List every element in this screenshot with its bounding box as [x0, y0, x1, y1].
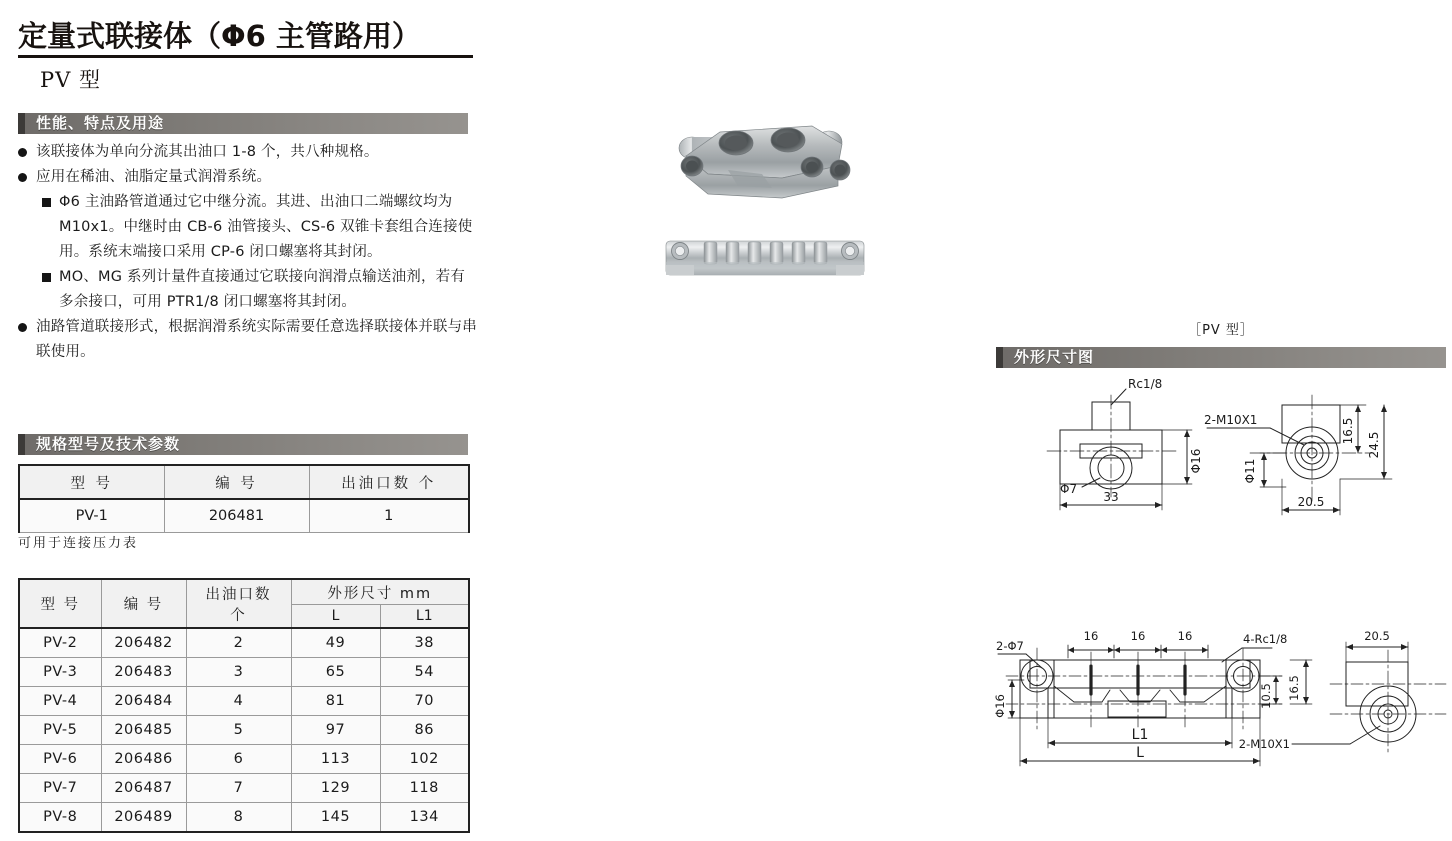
dim-label-245: 24.5	[1367, 431, 1381, 459]
dim-label-165: 16.5	[1341, 417, 1355, 445]
table2-cell-L1: 54	[380, 658, 469, 687]
table2-cell-ports: 8	[186, 803, 291, 833]
list-item-text: 该联接体为单向分流其出油口 1-8 个，共八种规格。	[36, 144, 379, 160]
table2-cell-code: 206489	[101, 803, 186, 833]
table2-cell-ports: 4	[186, 687, 291, 716]
section-header-dimension	[996, 347, 1446, 368]
dim-label-rc18: Rc1/8	[1128, 377, 1163, 391]
table2-cell-code: 206487	[101, 774, 186, 803]
table2-cell-ports: 7	[186, 774, 291, 803]
table2-cell-L: 65	[291, 658, 380, 687]
product-photo-isometric	[662, 112, 862, 217]
table2-header-dimension-group: 外形尺寸 mm	[291, 579, 469, 605]
dim-label-4rc18: 4-Rc1/8	[1243, 632, 1288, 646]
dim-label-dia7: Φ7	[1060, 482, 1078, 496]
dim-label-2m10x1-bottom: 2-M10X1	[1238, 737, 1290, 751]
table2-cell-code: 206485	[101, 716, 186, 745]
table2-header-code: 编 号	[101, 579, 186, 628]
spec-table-pv1	[18, 464, 470, 533]
list-item	[18, 165, 478, 190]
table1-header-code: 编 号	[164, 465, 309, 499]
table2-cell-model: PV-6	[19, 745, 101, 774]
table2-cell-L: 145	[291, 803, 380, 833]
section-header-spec	[18, 434, 468, 455]
table2-cell-model: PV-3	[19, 658, 101, 687]
right-column	[492, 0, 1390, 841]
table2-cell-L1: 102	[380, 745, 469, 774]
table2-header-L1: L1	[380, 605, 469, 629]
bullet-circle-icon	[18, 173, 27, 182]
table-header-row-top	[19, 579, 469, 605]
dimension-drawing-pv-multi	[990, 618, 1452, 818]
table2-cell-ports: 5	[186, 716, 291, 745]
table2-cell-L1: 38	[380, 628, 469, 658]
table2-cell-code: 206483	[101, 658, 186, 687]
table2-cell-ports: 2	[186, 628, 291, 658]
table2-cell-L1: 134	[380, 803, 469, 833]
section-header-dimension-label: 外形尺寸图	[1014, 348, 1095, 366]
table1-header-model: 型 号	[19, 465, 164, 499]
table1-header-ports: 出油口数 个	[309, 465, 469, 499]
dim-label-dia16-bottom: Φ16	[993, 694, 1007, 718]
table2-cell-L: 97	[291, 716, 380, 745]
dim-label-105: 10.5	[1259, 683, 1273, 709]
table-row	[19, 745, 469, 774]
page-title: 定量式联接体（Φ6 主管路用）	[18, 19, 421, 53]
table2-cell-L1: 70	[380, 687, 469, 716]
table-row	[19, 687, 469, 716]
dim-label-dia16: Φ16	[1189, 448, 1203, 474]
bullet-circle-icon	[18, 148, 27, 157]
list-item	[42, 265, 478, 315]
bullet-square-icon	[42, 273, 51, 282]
table2-cell-L: 81	[291, 687, 380, 716]
table2-cell-L: 129	[291, 774, 380, 803]
table2-header-ports-line1: 出油口数	[205, 586, 272, 603]
spec-table-pv2-pv8	[18, 578, 470, 833]
table-row	[19, 716, 469, 745]
table1-note: 可用于连接压力表	[18, 536, 139, 551]
product-photo-side	[660, 231, 870, 287]
dim-label-2m10x1: 2-M10X1	[1204, 413, 1258, 427]
table2-cell-L1: 118	[380, 774, 469, 803]
table2-cell-L: 113	[291, 745, 380, 774]
table2-cell-model: PV-7	[19, 774, 101, 803]
table2-header-L: L	[291, 605, 380, 629]
bullet-circle-icon	[18, 323, 27, 332]
bullet-square-icon	[42, 198, 51, 207]
list-item-text: MO、MG 系列计量件直接通过它联接向润滑点输送油剂，若有多余接口，可用 PTR1/8 闭口螺塞将其封闭。	[59, 269, 466, 310]
table-row	[19, 628, 469, 658]
table2-body	[19, 628, 469, 832]
list-item-text: Φ6 主油路管道通过它中继分流。其进、出油口二端螺纹均为 M10x1。中继时由 CB-6 油管接头、CS-6 双锥卡套组合连接使用。系统末端接口采用 CP-6 闭口螺塞将其封闭。	[59, 194, 473, 260]
table2-cell-model: PV-8	[19, 803, 101, 833]
table-row	[19, 774, 469, 803]
title-underline	[18, 55, 473, 58]
section-header-performance-label: 性能、特点及用途	[36, 114, 165, 132]
list-item	[42, 190, 478, 265]
table2-cell-L: 49	[291, 628, 380, 658]
table2-cell-ports: 6	[186, 745, 291, 774]
table2-cell-L1: 86	[380, 716, 469, 745]
dim-label-dia11: Φ11	[1243, 458, 1257, 484]
dim-label-33: 33	[1103, 490, 1119, 504]
photo-caption: ［PV 型］	[1188, 323, 1254, 338]
page-subtitle: PV 型	[40, 68, 101, 92]
table-header-row	[19, 465, 469, 499]
table-row	[19, 803, 469, 833]
left-column	[0, 0, 492, 841]
dim-label-165-bottom: 16.5	[1287, 675, 1301, 701]
dim-label-L1: L1	[1131, 727, 1149, 743]
list-item	[18, 140, 478, 165]
table2-cell-code: 206482	[101, 628, 186, 658]
list-item-text: 应用在稀油、油脂定量式润滑系统。	[36, 169, 272, 185]
list-item-text: 油路管道联接形式，根据润滑系统实际需要任意选择联接体并联与串联使用。	[36, 319, 477, 360]
table2-cell-ports: 3	[186, 658, 291, 687]
table1-cell-model: PV-1	[19, 499, 164, 533]
table2-cell-model: PV-2	[19, 628, 101, 658]
dim-label-pitch-1: 16	[1083, 629, 1099, 643]
table-row	[19, 499, 469, 533]
dim-label-pitch-3: 16	[1177, 629, 1193, 643]
table2-cell-code: 206484	[101, 687, 186, 716]
table2-cell-model: PV-4	[19, 687, 101, 716]
list-item	[18, 315, 478, 365]
dim-label-205-bottom: 20.5	[1364, 629, 1390, 643]
dim-label-L: L	[1136, 745, 1144, 761]
dim-label-2phi7: 2-Φ7	[996, 639, 1024, 653]
table-row	[19, 658, 469, 687]
dim-label-205: 20.5	[1297, 495, 1325, 509]
table2-cell-code: 206486	[101, 745, 186, 774]
table2-header-model: 型 号	[19, 579, 101, 628]
dim-label-pitch-2: 16	[1130, 629, 1146, 643]
feature-list	[18, 140, 478, 365]
section-header-spec-label: 规格型号及技术参数	[36, 435, 181, 453]
section-header-performance	[18, 113, 468, 134]
table1-cell-ports: 1	[309, 499, 469, 533]
table2-cell-model: PV-5	[19, 716, 101, 745]
table2-header-ports	[186, 579, 291, 628]
table1-cell-code: 206481	[164, 499, 309, 533]
dimension-drawing-pv1	[992, 375, 1452, 540]
table2-header-ports-line2: 个	[230, 607, 247, 624]
